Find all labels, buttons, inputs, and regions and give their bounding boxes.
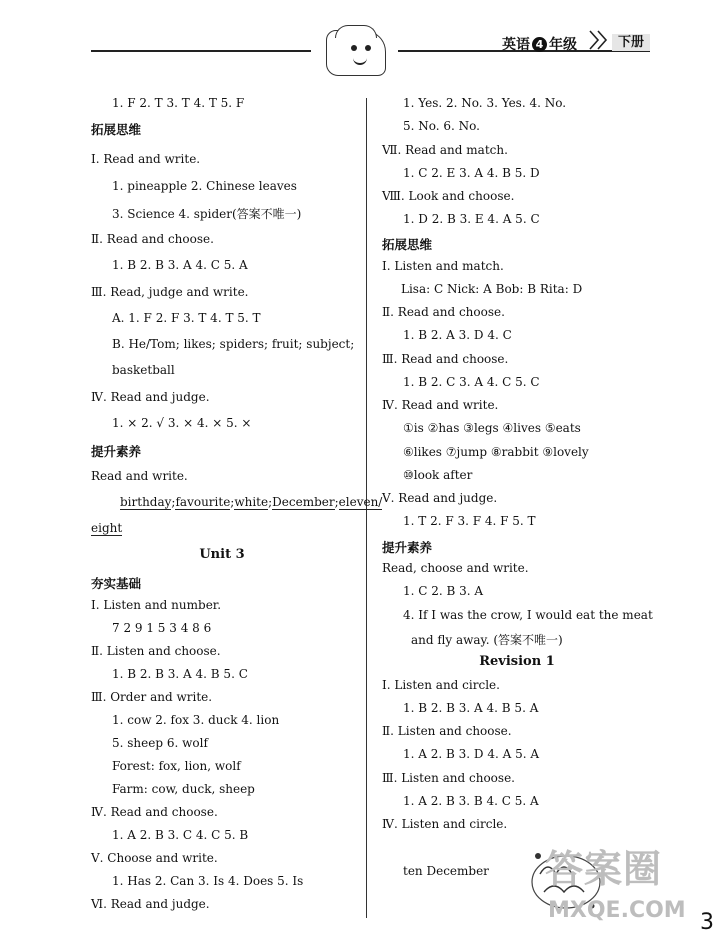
- volume-tag: 下册: [612, 34, 650, 51]
- section-heading: 提升素养: [382, 540, 433, 555]
- answer-line: 4. If I was the crow, I would eat the meat: [403, 608, 653, 622]
- answer-line: 1. F 2. T 3. T 4. T 5. F: [112, 96, 245, 110]
- answer-line: 5. No. 6. No.: [403, 119, 480, 133]
- double-chevron-icon: [587, 27, 613, 53]
- section-heading: 拓展思维: [382, 237, 433, 252]
- question-title: Ⅰ. Listen and match.: [382, 259, 504, 273]
- answer-line: Lisa: C Nick: A Bob: B Rita: D: [401, 282, 583, 296]
- header-rule-left: [91, 50, 311, 52]
- unit-title: Revision 1: [479, 654, 555, 669]
- answer-line: 1. A 2. B 3. B 4. C 5. A: [403, 794, 539, 808]
- question-title: Ⅳ. Read and write.: [382, 398, 499, 412]
- cartoon-mascot-icon: [326, 30, 386, 76]
- section-heading: 提升素养: [91, 444, 142, 459]
- answer-line: Forest: fox, lion, wolf: [112, 759, 241, 773]
- question-title: Read and write.: [91, 469, 188, 483]
- question-title: Ⅷ. Look and choose.: [382, 189, 515, 203]
- section-heading: 拓展思维: [91, 122, 142, 137]
- question-title: Ⅶ. Read and match.: [382, 143, 508, 157]
- answer-line: B. He/Tom; likes; spiders; fruit; subject;: [112, 337, 355, 351]
- answer-line: 7 2 9 1 5 3 4 8 6: [112, 621, 212, 635]
- answer-line: 1. C 2. B 3. A: [403, 584, 484, 598]
- question-title: Read, choose and write.: [382, 561, 529, 575]
- answer-line: 1. B 2. C 3. A 4. C 5. C: [403, 375, 540, 389]
- question-title: Ⅵ. Read and judge.: [91, 897, 210, 911]
- watermark-url: MXQE.COM: [548, 898, 686, 923]
- answer-line: 1. pineapple 2. Chinese leaves: [112, 179, 297, 193]
- answer-line: 1. × 2. √ 3. × 4. × 5. ×: [112, 416, 252, 430]
- question-title: Ⅳ. Read and choose.: [91, 805, 218, 819]
- answer-line: 1. Yes. 2. No. 3. Yes. 4. No.: [403, 96, 567, 110]
- question-title: Ⅱ. Listen and choose.: [382, 724, 512, 738]
- question-title: Ⅳ. Listen and circle.: [382, 817, 508, 831]
- question-title: Ⅲ. Read and choose.: [382, 352, 509, 366]
- answer-line: ①is ②has ③legs ④lives ⑤eats: [403, 421, 581, 435]
- answer-line-underlined: birthday;favourite;white;December;eleven/: [120, 495, 383, 509]
- answer-line: 1. B 2. B 3. A 4. B 5. A: [403, 701, 539, 715]
- answer-line: 1. T 2. F 3. F 4. F 5. T: [403, 514, 536, 528]
- question-title: Ⅴ. Choose and write.: [91, 851, 218, 865]
- question-title: Ⅱ. Read and choose.: [382, 305, 505, 319]
- answer-line: 1. D 2. B 3. E 4. A 5. C: [403, 212, 540, 226]
- question-title: Ⅱ. Listen and choose.: [91, 644, 221, 658]
- answer-line: 1. B 2. B 3. A 4. C 5. A: [112, 258, 248, 272]
- answer-line: basketball: [112, 363, 175, 377]
- answer-line: 1. C 2. E 3. A 4. B 5. D: [403, 166, 540, 180]
- answer-line: 1. cow 2. fox 3. duck 4. lion: [112, 713, 280, 727]
- answer-line-underlined: eight: [91, 521, 123, 535]
- answer-line: ⑥likes ⑦jump ⑧rabbit ⑨lovely: [403, 445, 589, 459]
- answer-line: 5. sheep 6. wolf: [112, 736, 208, 750]
- answer-line: 1. Has 2. Can 3. Is 4. Does 5. Is: [112, 874, 304, 888]
- question-title: Ⅲ. Read, judge and write.: [91, 285, 249, 299]
- answer-line: A. 1. F 2. F 3. T 4. T 5. T: [112, 311, 261, 325]
- page-number: 3: [700, 910, 714, 935]
- question-title: Ⅰ. Read and write.: [91, 152, 201, 166]
- question-title: Ⅰ. Listen and circle.: [382, 678, 500, 692]
- unit-title: Unit 3: [199, 547, 245, 562]
- answer-line: 1. B 2. A 3. D 4. C: [403, 328, 512, 342]
- answer-line: ⑩look after: [403, 468, 473, 482]
- grade-badge: 4: [532, 37, 547, 52]
- answer-line: and fly away. (答案不唯一): [411, 633, 563, 647]
- answer-line: 1. A 2. B 3. C 4. C 5. B: [112, 828, 249, 842]
- answer-line: 1. B 2. B 3. A 4. B 5. C: [112, 667, 248, 681]
- question-title: Ⅰ. Listen and number.: [91, 598, 222, 612]
- header-subject: 英语 4 年级: [502, 37, 577, 53]
- answer-line: ten December: [403, 864, 489, 878]
- answer-line: Farm: cow, duck, sheep: [112, 782, 255, 796]
- answer-line: 1. A 2. B 3. D 4. A 5. A: [403, 747, 540, 761]
- question-title: Ⅲ. Order and write.: [91, 690, 213, 704]
- question-title: Ⅴ. Read and judge.: [382, 491, 498, 505]
- question-title: Ⅳ. Read and judge.: [91, 390, 210, 404]
- question-title: Ⅱ. Read and choose.: [91, 232, 214, 246]
- question-title: Ⅲ. Listen and choose.: [382, 771, 515, 785]
- watermark-logo: 答案圈: [545, 847, 663, 891]
- answer-line: 3. Science 4. spider(答案不唯一): [112, 207, 302, 221]
- section-heading: 夯实基础: [91, 576, 142, 591]
